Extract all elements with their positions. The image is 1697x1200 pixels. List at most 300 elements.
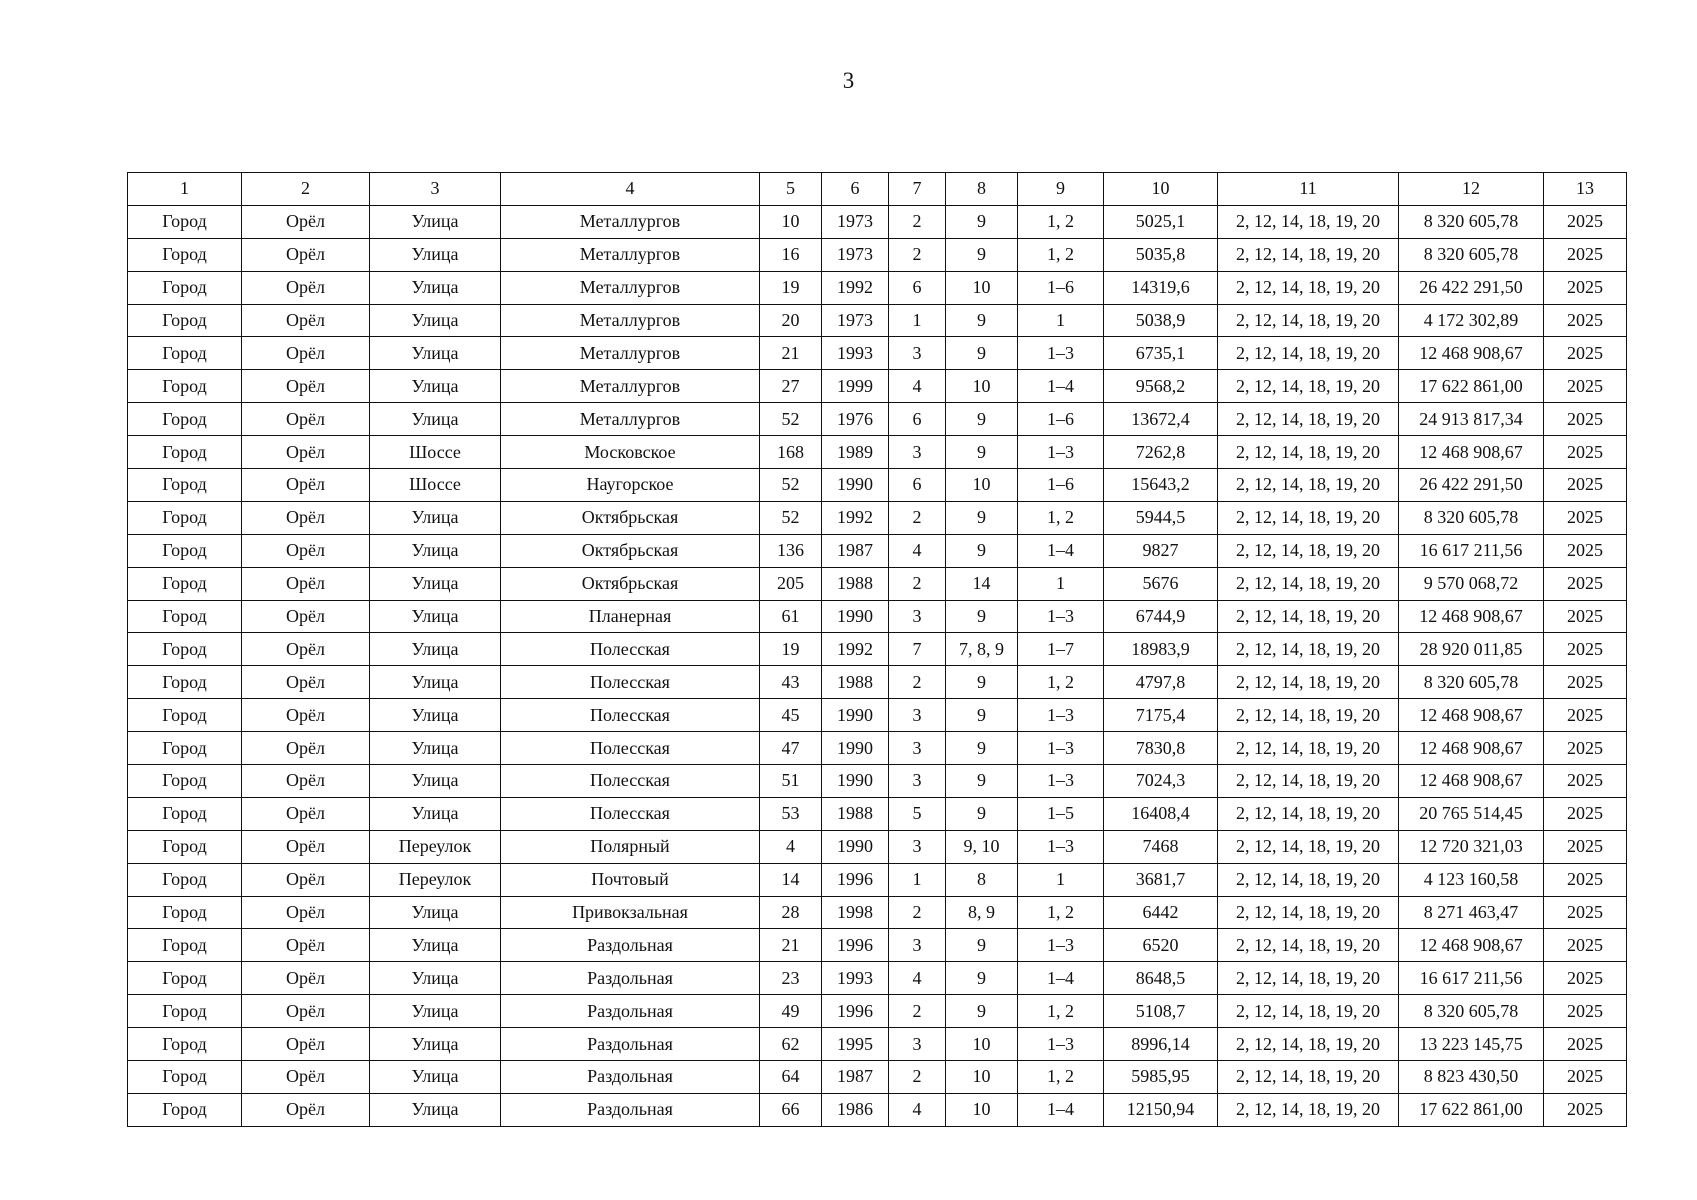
- year-cell: 1973: [822, 304, 889, 337]
- type-cell: 14: [946, 567, 1018, 600]
- street-name-cell: Полесская: [501, 765, 760, 798]
- house-number-cell: 45: [760, 699, 822, 732]
- year-cell: 1993: [822, 337, 889, 370]
- plan-year-cell: 2025: [1544, 699, 1627, 732]
- settlement-type-cell: Город: [128, 271, 242, 304]
- table-row: [128, 370, 1627, 403]
- area-cell: 7830,8: [1104, 732, 1218, 765]
- area-cell: 5676: [1104, 567, 1218, 600]
- work-codes-cell: 2, 12, 14, 18, 19, 20: [1218, 797, 1399, 830]
- cost-cell: 26 422 291,50: [1399, 469, 1544, 502]
- column-number-cell: 11: [1218, 173, 1399, 206]
- column-number-cell: 9: [1018, 173, 1104, 206]
- settlement-type-cell: Город: [128, 1093, 242, 1126]
- settlement-type-cell: Город: [128, 337, 242, 370]
- settlement-name-cell: Орёл: [242, 205, 370, 238]
- count-cell: 2: [889, 1061, 946, 1094]
- work-codes-cell: 2, 12, 14, 18, 19, 20: [1218, 304, 1399, 337]
- range-cell: 1–3: [1018, 765, 1104, 798]
- settlement-name-cell: Орёл: [242, 370, 370, 403]
- cost-cell: 17 622 861,00: [1399, 1093, 1544, 1126]
- table-row: [128, 797, 1627, 830]
- street-type-cell: Улица: [370, 666, 501, 699]
- area-cell: 9827: [1104, 534, 1218, 567]
- plan-year-cell: 2025: [1544, 633, 1627, 666]
- type-cell: 9: [946, 534, 1018, 567]
- count-cell: 3: [889, 830, 946, 863]
- cost-cell: 8 320 605,78: [1399, 995, 1544, 1028]
- house-number-cell: 53: [760, 797, 822, 830]
- street-name-cell: Полярный: [501, 830, 760, 863]
- work-codes-cell: 2, 12, 14, 18, 19, 20: [1218, 1093, 1399, 1126]
- area-cell: 7024,3: [1104, 765, 1218, 798]
- count-cell: 4: [889, 962, 946, 995]
- settlement-type-cell: Город: [128, 633, 242, 666]
- area-cell: 4797,8: [1104, 666, 1218, 699]
- year-cell: 1999: [822, 370, 889, 403]
- count-cell: 6: [889, 271, 946, 304]
- year-cell: 1996: [822, 929, 889, 962]
- street-name-cell: Планерная: [501, 600, 760, 633]
- table-row: [128, 205, 1627, 238]
- settlement-name-cell: Орёл: [242, 699, 370, 732]
- work-codes-cell: 2, 12, 14, 18, 19, 20: [1218, 534, 1399, 567]
- cost-cell: 16 617 211,56: [1399, 962, 1544, 995]
- house-number-cell: 136: [760, 534, 822, 567]
- area-cell: 3681,7: [1104, 863, 1218, 896]
- count-cell: 1: [889, 304, 946, 337]
- count-cell: 2: [889, 666, 946, 699]
- count-cell: 6: [889, 469, 946, 502]
- settlement-type-cell: Город: [128, 304, 242, 337]
- range-cell: 1–3: [1018, 436, 1104, 469]
- house-number-cell: 64: [760, 1061, 822, 1094]
- street-name-cell: Раздольная: [501, 1028, 760, 1061]
- range-cell: 1–7: [1018, 633, 1104, 666]
- settlement-name-cell: Орёл: [242, 962, 370, 995]
- street-type-cell: Улица: [370, 271, 501, 304]
- street-type-cell: Улица: [370, 534, 501, 567]
- table-row: [128, 699, 1627, 732]
- street-type-cell: Улица: [370, 304, 501, 337]
- range-cell: 1–4: [1018, 370, 1104, 403]
- year-cell: 1987: [822, 1061, 889, 1094]
- street-type-cell: Улица: [370, 205, 501, 238]
- settlement-name-cell: Орёл: [242, 469, 370, 502]
- street-type-cell: Переулок: [370, 830, 501, 863]
- street-type-cell: Улица: [370, 1061, 501, 1094]
- cost-cell: 8 320 605,78: [1399, 501, 1544, 534]
- count-cell: 2: [889, 501, 946, 534]
- range-cell: 1–3: [1018, 337, 1104, 370]
- street-type-cell: Улица: [370, 699, 501, 732]
- house-number-cell: 21: [760, 929, 822, 962]
- table-row: [128, 929, 1627, 962]
- area-cell: 5025,1: [1104, 205, 1218, 238]
- house-number-cell: 27: [760, 370, 822, 403]
- range-cell: 1–4: [1018, 962, 1104, 995]
- type-cell: 9: [946, 436, 1018, 469]
- table-row: [128, 337, 1627, 370]
- house-number-cell: 4: [760, 830, 822, 863]
- area-cell: 5035,8: [1104, 238, 1218, 271]
- year-cell: 1998: [822, 896, 889, 929]
- plan-year-cell: 2025: [1544, 436, 1627, 469]
- street-type-cell: Улица: [370, 567, 501, 600]
- area-cell: 5985,95: [1104, 1061, 1218, 1094]
- table-row: [128, 995, 1627, 1028]
- range-cell: 1, 2: [1018, 995, 1104, 1028]
- count-cell: 2: [889, 238, 946, 271]
- type-cell: 9: [946, 765, 1018, 798]
- type-cell: 9: [946, 304, 1018, 337]
- type-cell: 9: [946, 699, 1018, 732]
- area-cell: 6744,9: [1104, 600, 1218, 633]
- type-cell: 10: [946, 469, 1018, 502]
- table-row: [128, 567, 1627, 600]
- area-cell: 6520: [1104, 929, 1218, 962]
- plan-year-cell: 2025: [1544, 501, 1627, 534]
- cost-cell: 8 320 605,78: [1399, 205, 1544, 238]
- street-name-cell: Металлургов: [501, 238, 760, 271]
- count-cell: 1: [889, 863, 946, 896]
- settlement-type-cell: Город: [128, 436, 242, 469]
- house-number-cell: 47: [760, 732, 822, 765]
- plan-year-cell: 2025: [1544, 403, 1627, 436]
- settlement-type-cell: Город: [128, 995, 242, 1028]
- street-type-cell: Улица: [370, 403, 501, 436]
- range-cell: 1–5: [1018, 797, 1104, 830]
- column-number-cell: 2: [242, 173, 370, 206]
- plan-year-cell: 2025: [1544, 797, 1627, 830]
- cost-cell: 16 617 211,56: [1399, 534, 1544, 567]
- type-cell: 10: [946, 1028, 1018, 1061]
- settlement-name-cell: Орёл: [242, 797, 370, 830]
- page-number: 3: [842, 68, 855, 93]
- table-row: [128, 469, 1627, 502]
- range-cell: 1–4: [1018, 534, 1104, 567]
- column-number-cell: 5: [760, 173, 822, 206]
- plan-year-cell: 2025: [1544, 238, 1627, 271]
- type-cell: 9: [946, 403, 1018, 436]
- range-cell: 1, 2: [1018, 1061, 1104, 1094]
- area-cell: 12150,94: [1104, 1093, 1218, 1126]
- street-name-cell: Полесская: [501, 732, 760, 765]
- year-cell: 1990: [822, 732, 889, 765]
- year-cell: 1990: [822, 765, 889, 798]
- work-codes-cell: 2, 12, 14, 18, 19, 20: [1218, 666, 1399, 699]
- street-name-cell: Полесская: [501, 633, 760, 666]
- type-cell: 7, 8, 9: [946, 633, 1018, 666]
- work-codes-cell: 2, 12, 14, 18, 19, 20: [1218, 699, 1399, 732]
- table-row: [128, 962, 1627, 995]
- area-cell: 13672,4: [1104, 403, 1218, 436]
- type-cell: 9: [946, 600, 1018, 633]
- range-cell: 1–3: [1018, 830, 1104, 863]
- count-cell: 5: [889, 797, 946, 830]
- count-cell: 3: [889, 600, 946, 633]
- cost-cell: 4 123 160,58: [1399, 863, 1544, 896]
- area-cell: 15643,2: [1104, 469, 1218, 502]
- plan-year-cell: 2025: [1544, 732, 1627, 765]
- settlement-name-cell: Орёл: [242, 567, 370, 600]
- cost-cell: 12 468 908,67: [1399, 436, 1544, 469]
- area-cell: 9568,2: [1104, 370, 1218, 403]
- cost-cell: 8 271 463,47: [1399, 896, 1544, 929]
- settlement-type-cell: Город: [128, 238, 242, 271]
- cost-cell: 8 320 605,78: [1399, 666, 1544, 699]
- range-cell: 1–3: [1018, 1028, 1104, 1061]
- street-type-cell: Улица: [370, 929, 501, 962]
- year-cell: 1989: [822, 436, 889, 469]
- settlement-name-cell: Орёл: [242, 732, 370, 765]
- year-cell: 1976: [822, 403, 889, 436]
- work-codes-cell: 2, 12, 14, 18, 19, 20: [1218, 732, 1399, 765]
- area-cell: 7468: [1104, 830, 1218, 863]
- street-type-cell: Улица: [370, 337, 501, 370]
- table-row: [128, 765, 1627, 798]
- street-type-cell: Улица: [370, 797, 501, 830]
- range-cell: 1–3: [1018, 699, 1104, 732]
- table-row: [128, 732, 1627, 765]
- settlement-type-cell: Город: [128, 765, 242, 798]
- range-cell: 1–3: [1018, 732, 1104, 765]
- area-cell: 8648,5: [1104, 962, 1218, 995]
- settlement-type-cell: Город: [128, 929, 242, 962]
- range-cell: 1–6: [1018, 271, 1104, 304]
- street-type-cell: Переулок: [370, 863, 501, 896]
- type-cell: 8: [946, 863, 1018, 896]
- street-name-cell: Металлургов: [501, 271, 760, 304]
- settlement-name-cell: Орёл: [242, 501, 370, 534]
- type-cell: 8, 9: [946, 896, 1018, 929]
- cost-cell: 17 622 861,00: [1399, 370, 1544, 403]
- area-cell: 5944,5: [1104, 501, 1218, 534]
- street-name-cell: Раздольная: [501, 995, 760, 1028]
- house-number-cell: 19: [760, 633, 822, 666]
- work-codes-cell: 2, 12, 14, 18, 19, 20: [1218, 337, 1399, 370]
- table-row: [128, 666, 1627, 699]
- column-number-cell: 3: [370, 173, 501, 206]
- street-name-cell: Полесская: [501, 797, 760, 830]
- year-cell: 1995: [822, 1028, 889, 1061]
- area-cell: 18983,9: [1104, 633, 1218, 666]
- year-cell: 1986: [822, 1093, 889, 1126]
- settlement-name-cell: Орёл: [242, 765, 370, 798]
- work-codes-cell: 2, 12, 14, 18, 19, 20: [1218, 238, 1399, 271]
- settlement-name-cell: Орёл: [242, 436, 370, 469]
- work-codes-cell: 2, 12, 14, 18, 19, 20: [1218, 205, 1399, 238]
- street-name-cell: Октябрьская: [501, 534, 760, 567]
- year-cell: 1992: [822, 633, 889, 666]
- settlement-type-cell: Город: [128, 370, 242, 403]
- plan-year-cell: 2025: [1544, 1061, 1627, 1094]
- work-codes-cell: 2, 12, 14, 18, 19, 20: [1218, 1028, 1399, 1061]
- street-type-cell: Улица: [370, 501, 501, 534]
- street-name-cell: Раздольная: [501, 962, 760, 995]
- house-number-cell: 10: [760, 205, 822, 238]
- type-cell: 9: [946, 205, 1018, 238]
- street-type-cell: Шоссе: [370, 469, 501, 502]
- count-cell: 3: [889, 929, 946, 962]
- area-cell: 8996,14: [1104, 1028, 1218, 1061]
- work-codes-cell: 2, 12, 14, 18, 19, 20: [1218, 896, 1399, 929]
- range-cell: 1, 2: [1018, 896, 1104, 929]
- register-table: [127, 172, 1627, 1127]
- work-codes-cell: 2, 12, 14, 18, 19, 20: [1218, 403, 1399, 436]
- cost-cell: 26 422 291,50: [1399, 271, 1544, 304]
- plan-year-cell: 2025: [1544, 863, 1627, 896]
- house-number-cell: 23: [760, 962, 822, 995]
- count-cell: 3: [889, 732, 946, 765]
- range-cell: 1–3: [1018, 929, 1104, 962]
- settlement-name-cell: Орёл: [242, 271, 370, 304]
- year-cell: 1988: [822, 797, 889, 830]
- table-row: [128, 238, 1627, 271]
- range-cell: 1, 2: [1018, 205, 1104, 238]
- range-cell: 1, 2: [1018, 501, 1104, 534]
- type-cell: 10: [946, 1093, 1018, 1126]
- street-type-cell: Улица: [370, 896, 501, 929]
- settlement-type-cell: Город: [128, 699, 242, 732]
- year-cell: 1973: [822, 238, 889, 271]
- work-codes-cell: 2, 12, 14, 18, 19, 20: [1218, 600, 1399, 633]
- column-number-cell: 1: [128, 173, 242, 206]
- count-cell: 2: [889, 205, 946, 238]
- street-name-cell: Раздольная: [501, 1093, 760, 1126]
- type-cell: 9: [946, 732, 1018, 765]
- type-cell: 10: [946, 1061, 1018, 1094]
- type-cell: 10: [946, 271, 1018, 304]
- cost-cell: 20 765 514,45: [1399, 797, 1544, 830]
- settlement-type-cell: Город: [128, 797, 242, 830]
- plan-year-cell: 2025: [1544, 469, 1627, 502]
- range-cell: 1: [1018, 304, 1104, 337]
- cost-cell: 12 468 908,67: [1399, 699, 1544, 732]
- house-number-cell: 52: [760, 403, 822, 436]
- cost-cell: 13 223 145,75: [1399, 1028, 1544, 1061]
- street-name-cell: Полесская: [501, 666, 760, 699]
- year-cell: 1990: [822, 699, 889, 732]
- range-cell: 1, 2: [1018, 666, 1104, 699]
- table-row: [128, 1028, 1627, 1061]
- house-number-cell: 51: [760, 765, 822, 798]
- table-row: [128, 633, 1627, 666]
- plan-year-cell: 2025: [1544, 304, 1627, 337]
- table-row: [128, 403, 1627, 436]
- street-type-cell: Улица: [370, 600, 501, 633]
- cost-cell: 12 720 321,03: [1399, 830, 1544, 863]
- range-cell: 1–3: [1018, 600, 1104, 633]
- range-cell: 1: [1018, 567, 1104, 600]
- settlement-type-cell: Город: [128, 666, 242, 699]
- count-cell: 2: [889, 995, 946, 1028]
- street-name-cell: Металлургов: [501, 370, 760, 403]
- count-cell: 3: [889, 765, 946, 798]
- street-type-cell: Улица: [370, 962, 501, 995]
- type-cell: 10: [946, 370, 1018, 403]
- settlement-type-cell: Город: [128, 567, 242, 600]
- cost-cell: 8 823 430,50: [1399, 1061, 1544, 1094]
- settlement-type-cell: Город: [128, 830, 242, 863]
- work-codes-cell: 2, 12, 14, 18, 19, 20: [1218, 469, 1399, 502]
- year-cell: 1996: [822, 863, 889, 896]
- area-cell: 14319,6: [1104, 271, 1218, 304]
- area-cell: 7262,8: [1104, 436, 1218, 469]
- count-cell: 3: [889, 337, 946, 370]
- cost-cell: 8 320 605,78: [1399, 238, 1544, 271]
- type-cell: 9: [946, 666, 1018, 699]
- table-row: [128, 896, 1627, 929]
- table-row: [128, 304, 1627, 337]
- work-codes-cell: 2, 12, 14, 18, 19, 20: [1218, 962, 1399, 995]
- count-cell: 3: [889, 699, 946, 732]
- settlement-type-cell: Город: [128, 896, 242, 929]
- column-number-cell: 4: [501, 173, 760, 206]
- year-cell: 1996: [822, 995, 889, 1028]
- count-cell: 4: [889, 370, 946, 403]
- settlement-type-cell: Город: [128, 469, 242, 502]
- settlement-type-cell: Город: [128, 205, 242, 238]
- count-cell: 4: [889, 1093, 946, 1126]
- settlement-name-cell: Орёл: [242, 304, 370, 337]
- cost-cell: 9 570 068,72: [1399, 567, 1544, 600]
- street-name-cell: Металлургов: [501, 403, 760, 436]
- table-row: [128, 271, 1627, 304]
- column-number-cell: 13: [1544, 173, 1627, 206]
- settlement-type-cell: Город: [128, 863, 242, 896]
- house-number-cell: 14: [760, 863, 822, 896]
- work-codes-cell: 2, 12, 14, 18, 19, 20: [1218, 863, 1399, 896]
- street-type-cell: Улица: [370, 238, 501, 271]
- cost-cell: 12 468 908,67: [1399, 337, 1544, 370]
- work-codes-cell: 2, 12, 14, 18, 19, 20: [1218, 995, 1399, 1028]
- house-number-cell: 21: [760, 337, 822, 370]
- house-number-cell: 61: [760, 600, 822, 633]
- house-number-cell: 66: [760, 1093, 822, 1126]
- street-type-cell: Улица: [370, 732, 501, 765]
- street-name-cell: Металлургов: [501, 304, 760, 337]
- settlement-type-cell: Город: [128, 534, 242, 567]
- work-codes-cell: 2, 12, 14, 18, 19, 20: [1218, 830, 1399, 863]
- range-cell: 1, 2: [1018, 238, 1104, 271]
- count-cell: 2: [889, 567, 946, 600]
- year-cell: 1973: [822, 205, 889, 238]
- cost-cell: 24 913 817,34: [1399, 403, 1544, 436]
- plan-year-cell: 2025: [1544, 205, 1627, 238]
- plan-year-cell: 2025: [1544, 370, 1627, 403]
- work-codes-cell: 2, 12, 14, 18, 19, 20: [1218, 370, 1399, 403]
- street-name-cell: Раздольная: [501, 929, 760, 962]
- street-name-cell: Полесская: [501, 699, 760, 732]
- settlement-type-cell: Город: [128, 403, 242, 436]
- table-row: [128, 1093, 1627, 1126]
- street-type-cell: Улица: [370, 765, 501, 798]
- work-codes-cell: 2, 12, 14, 18, 19, 20: [1218, 929, 1399, 962]
- settlement-name-cell: Орёл: [242, 929, 370, 962]
- table-row: [128, 863, 1627, 896]
- work-codes-cell: 2, 12, 14, 18, 19, 20: [1218, 271, 1399, 304]
- settlement-type-cell: Город: [128, 962, 242, 995]
- house-number-cell: 19: [760, 271, 822, 304]
- settlement-name-cell: Орёл: [242, 600, 370, 633]
- area-cell: 5038,9: [1104, 304, 1218, 337]
- settlement-name-cell: Орёл: [242, 896, 370, 929]
- street-name-cell: Раздольная: [501, 1061, 760, 1094]
- count-cell: 6: [889, 403, 946, 436]
- plan-year-cell: 2025: [1544, 534, 1627, 567]
- table-row: [128, 830, 1627, 863]
